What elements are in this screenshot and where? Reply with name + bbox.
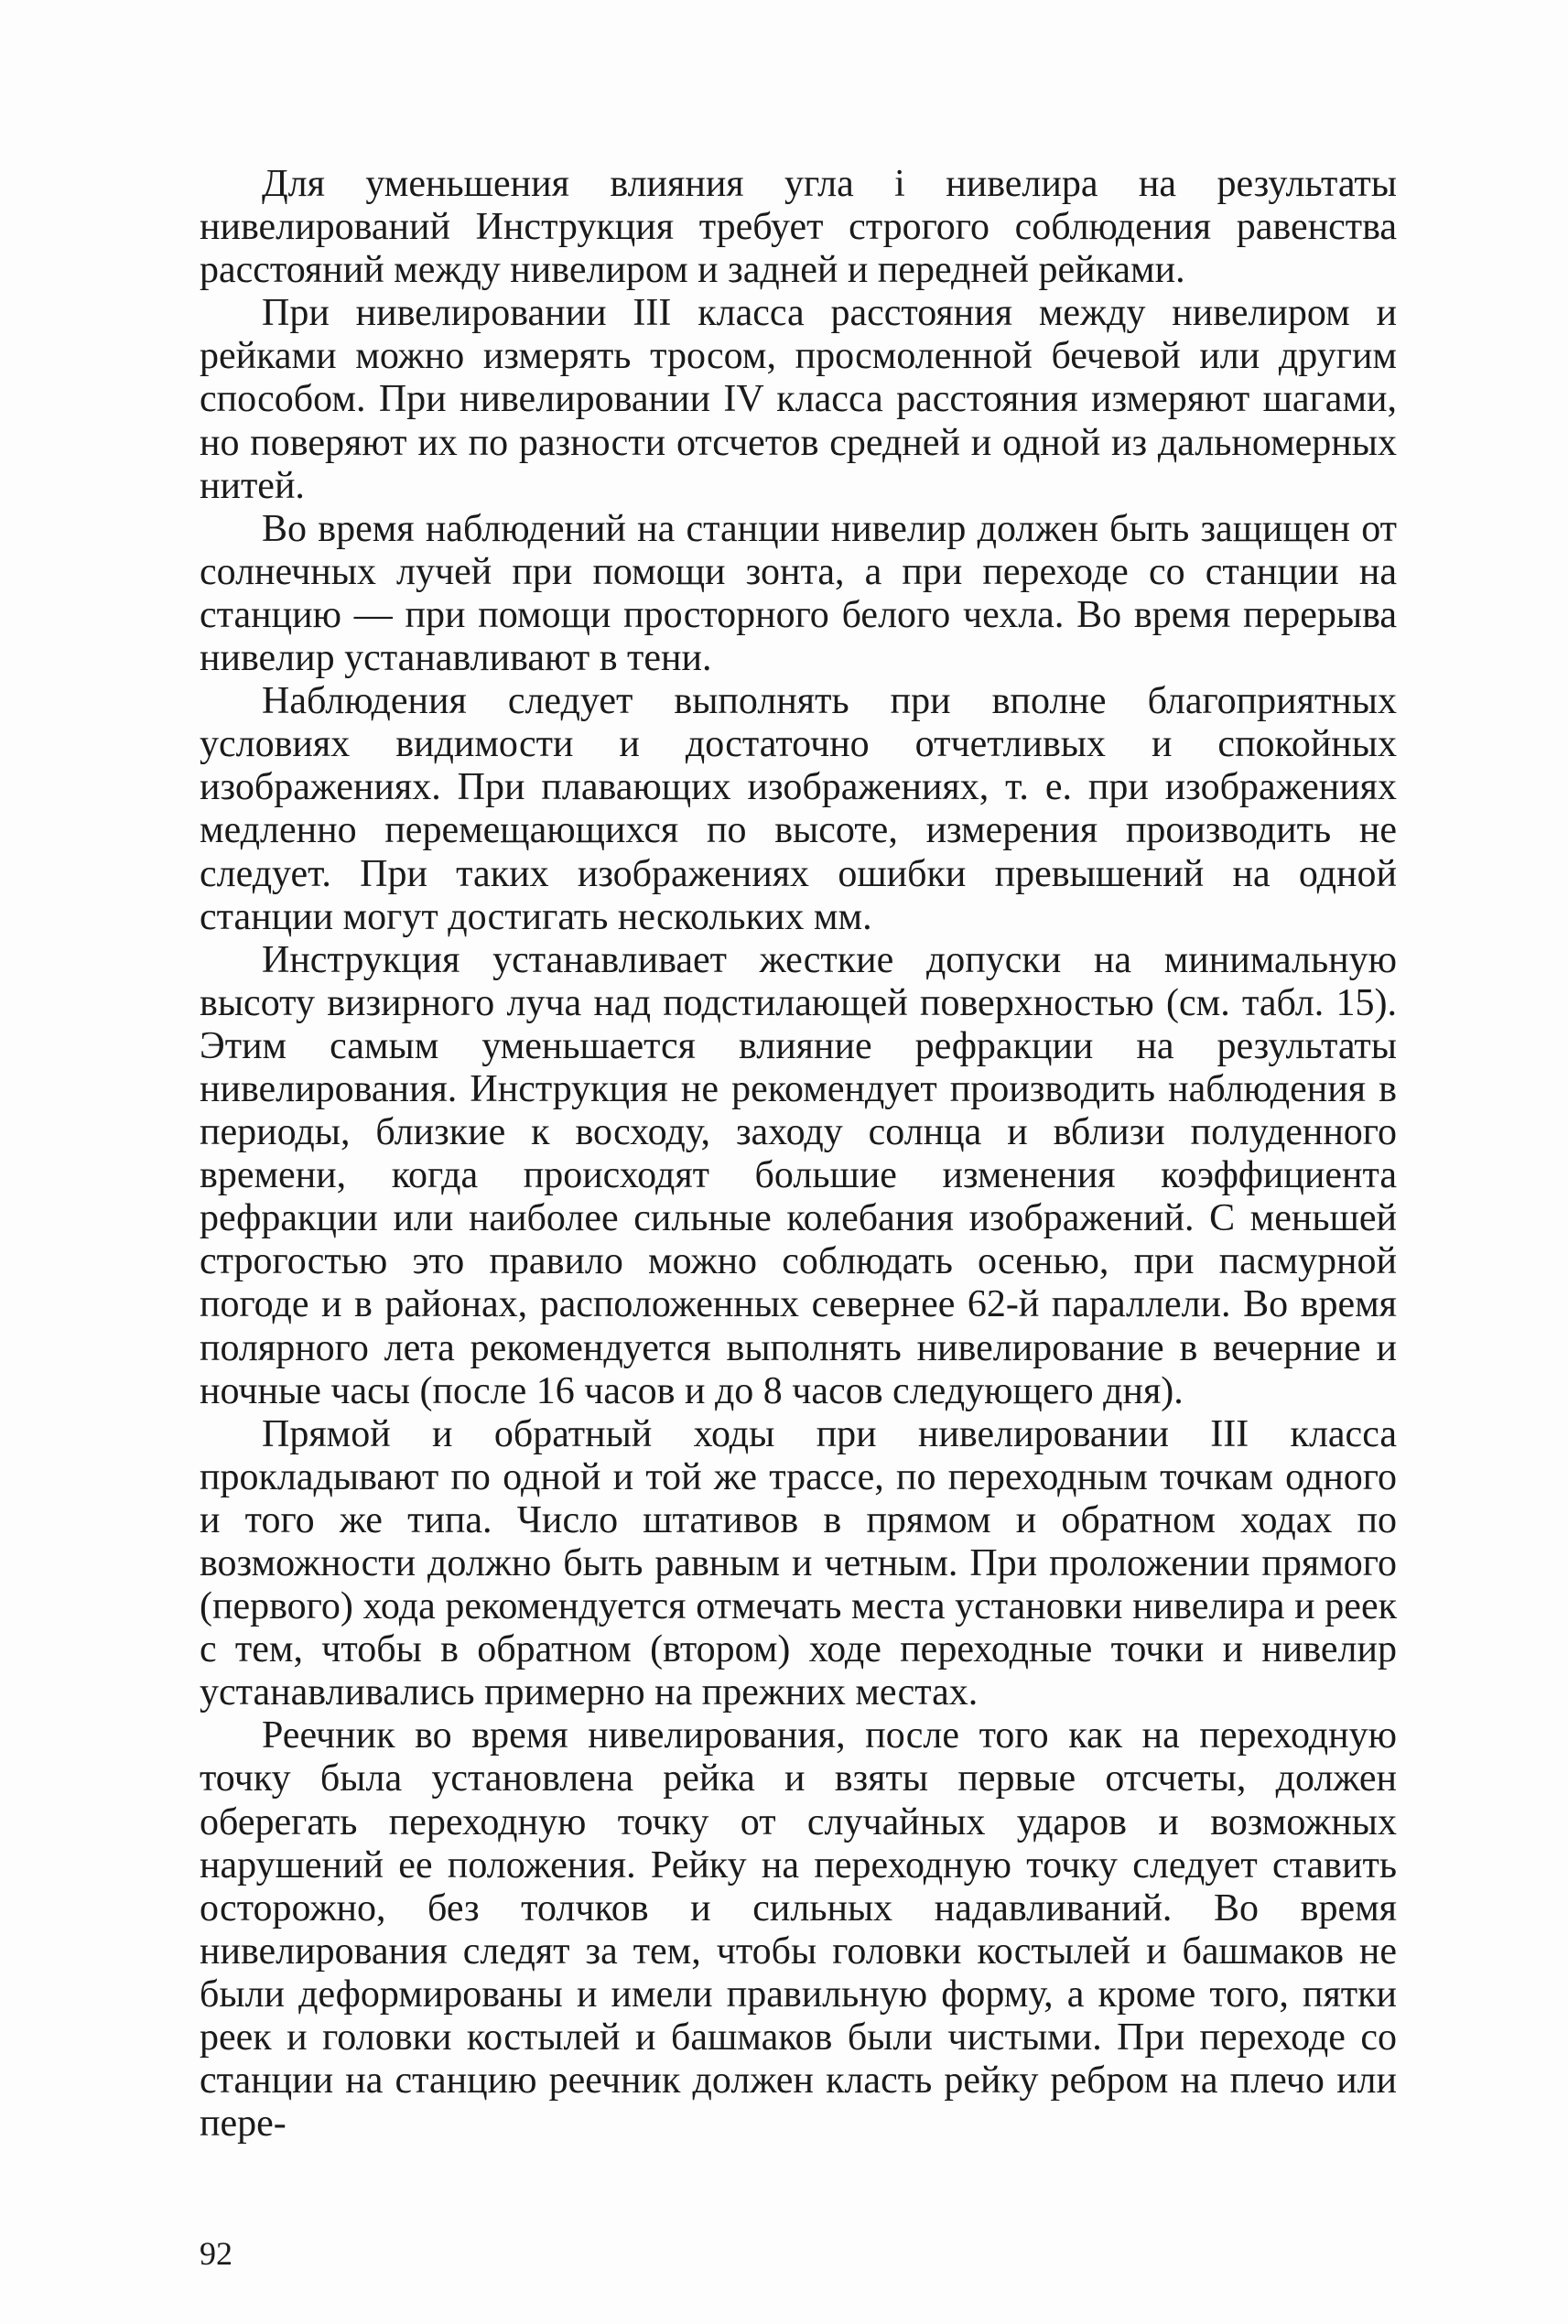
paragraph: Наблюдения следует выполнять при вполне благоприятных условиях видимости и достаточно отчетливых и спокойных изображениях. При плавающих изображениях, т. е. при изображениях медленно перемещающихся по высоте, измерения производить не следует. При таких изображениях ошибки превышений на одной станции могут достигать нескольких мм. [200,680,1397,938]
paragraph: Во время наблюдений на станции нивелир должен быть защищен от солнечных лучей при помощи зонта, а при переходе со станции на станцию — при помощи просторного белого чехла. Во время перерыва нивелир устанавливают в тени. [200,507,1397,680]
paragraph: Для уменьшения влияния угла i нивелира на результаты нивелирований Инструкция требует строгого соблюдения равенства расстояний между нивелиром и задней и передней рейками. [200,163,1397,292]
body-text [200,163,1397,2146]
paragraph: Прямой и обратный ходы при нивелировании III класса прокладывают по одной и той же трассе, по переходным точкам одного и того же типа. Число штативов в прямом и обратном ходах по возможности должно быть равным и четным. При проложении прямого (первого) хода рекомендуется отмечать места установки нивелира и реек с тем, чтобы в обратном (втором) ходе переходные точки и нивелир устанавливались примерно на прежних местах. [200,1412,1397,1714]
paragraph: Реечник во время нивелирования, после того как на переходную точку была установлена рейка и взяты первые отсчеты, должен оберегать переходную точку от случайных ударов и возможных нарушений ее положения. Рейку на переходную точку следует ставить осторожно, без толчков и сильных надавливаний. Во время нивелирования следят за тем, чтобы головки костылей и башмаков не были деформированы и имели правильную форму, а кроме того, пятки реек и головки костылей и башмаков были чистыми. При переходе со станции на станцию реечник должен класть рейку ребром на плечо или пере- [200,1714,1397,2146]
paragraph: Инструкция устанавливает жесткие допуски на минимальную высоту визирного луча над подстилающей поверхностью (см. табл. 15). Этим самым уменьшается влияние рефракции на результаты нивелирования. Инструкция не рекомендует производить наблюдения в периоды, близкие к восходу, заходу солнца и вблизи полуденного времени, когда происходят большие изменения коэффициента рефракции или наиболее сильные колебания изображений. С меньшей строгостью это правило можно соблюдать осенью, при пасмурной погоде и в районах, расположенных севернее 62-й параллели. Во время полярного лета рекомендуется выполнять нивелирование в вечерние и ночные часы (после 16 часов и до 8 часов следующего дня). [200,938,1397,1412]
paragraph: При нивелировании III класса расстояния между нивелиром и рейками можно измерять тросом, просмоленной бечевой или другим способом. При нивелировании IV класса расстояния измеряют шагами, но поверяют их по разности отсчетов средней и одной из дальномерных нитей. [200,292,1397,507]
page-number: 92 [200,2235,232,2272]
